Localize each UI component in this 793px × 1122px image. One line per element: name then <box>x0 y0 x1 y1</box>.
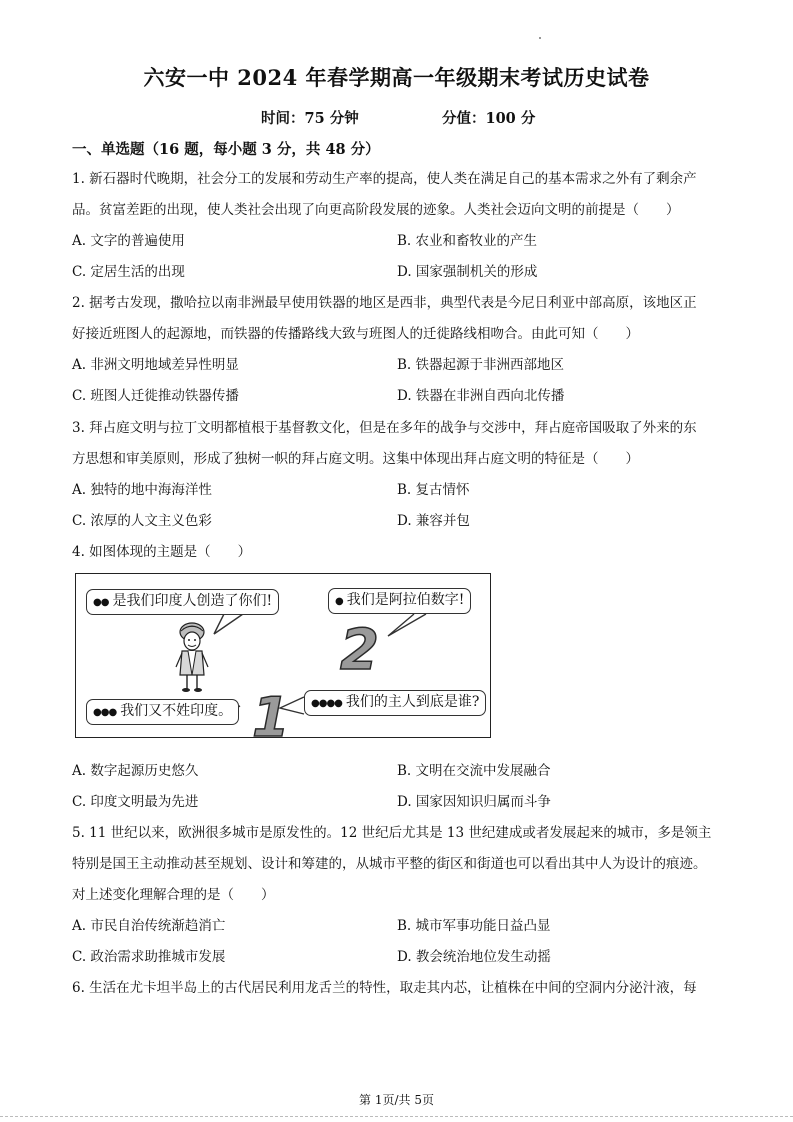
dots-four-icon: ●●●● <box>311 698 342 709</box>
dots-two-icon: ●● <box>93 597 109 608</box>
speech-bubble-one <box>86 699 239 725</box>
question-1-option-d: D. 国家强制机关的形成 <box>397 264 538 280</box>
question-3-option-d: D. 兼容并包 <box>397 513 470 529</box>
scan-dot <box>539 37 541 39</box>
page-number: 第 1页/共 5页 <box>359 1093 434 1107</box>
question-5-option-c: C. 政治需求助推城市发展 <box>72 949 226 965</box>
question-4-option-c: C. 印度文明最为先进 <box>72 794 199 810</box>
question-2-option-d: D. 铁器在非洲自西向北传播 <box>397 388 565 404</box>
question-1-option-c: C. 定居生活的出现 <box>72 264 185 280</box>
dots-one-icon: ● <box>335 596 343 607</box>
section-heading: 一、单选题（16 题，每小题 3 分，共 48 分） <box>72 141 380 158</box>
question-3-option-b: B. 复古情怀 <box>397 482 470 498</box>
speech-bubble-master <box>304 690 486 716</box>
question-3-option-a: A. 独特的地中海海洋性 <box>72 482 212 498</box>
numeral-two: 2 <box>340 618 379 683</box>
question-2-option-a: A. 非洲文明地域差异性明显 <box>72 357 239 373</box>
question-2-line-2: 好接近班图人的起源地，而铁器的传播路线大致与班图人的迁徙路线相吻合。由此可知（ ） <box>72 326 639 342</box>
question-1-line-1: 1. 新石器时代晚期，社会分工的发展和劳动生产率的提高，使人类在满足自己的基本需求之外有了剩余产 <box>72 171 697 187</box>
question-4-option-b: B. 文明在交流中发展融合 <box>397 763 551 779</box>
question-2-option-c: C. 班图人迁徙推动铁器传播 <box>72 388 239 404</box>
question-5-line-1: 5. 11 世纪以来，欧洲很多城市是原发性的。12 世纪后尤其是 13 世纪建成或者发展起来的城市，多是领主 <box>72 825 712 841</box>
page-title: 六安一中 2024 年春学期高一年级期末考试历史试卷 <box>143 65 650 90</box>
dots-three-icon: ●●● <box>93 707 117 718</box>
question-3-line-2: 方思想和审美原则，形成了独树一帜的拜占庭文明。这集中体现出拜占庭文明的特征是（ ） <box>72 451 639 467</box>
bubble-text-indian: 是我们印度人创造了你们! <box>112 593 273 609</box>
bubble-text-one: 我们又不姓印度。 <box>120 703 233 719</box>
question-2-line-1: 2. 据考古发现，撒哈拉以南非洲最早使用铁器的地区是西非，典型代表是今尼日利亚中部高原，该地区正 <box>72 295 697 311</box>
bubble-text-master: 我们的主人到底是谁? <box>345 694 480 710</box>
question-5-option-a: A. 市民自治传统渐趋消亡 <box>72 918 226 934</box>
exam-time: 时间：75 分钟 <box>261 110 359 127</box>
cartoon-figure <box>75 573 491 749</box>
bottom-divider <box>0 1116 793 1117</box>
question-2-option-b: B. 铁器起源于非洲西部地区 <box>397 357 565 373</box>
question-5-option-b: B. 城市军事功能日益凸显 <box>397 918 551 934</box>
question-1-line-2: 品。贫富差距的出现，使人类社会出现了向更高阶段发展的迹象。人类社会迈向文明的前提是（ ） <box>72 202 680 218</box>
question-3-option-c: C. 浓厚的人文主义色彩 <box>72 513 212 529</box>
question-1-option-b: B. 农业和畜牧业的产生 <box>397 233 538 249</box>
question-1-option-a: A. 文字的普遍使用 <box>72 233 185 249</box>
speech-bubble-indian <box>86 589 279 615</box>
question-6-line-1: 6. 生活在尤卡坦半岛上的古代居民利用龙舌兰的特性，取走其内芯，让植株在中间的空洞内分泌汁液，每 <box>72 980 697 996</box>
exam-score: 分值：100 分 <box>442 110 536 127</box>
bubble-text-arabic: 我们是阿拉伯数字! <box>346 592 465 608</box>
question-4-option-d: D. 国家因知识归属而斗争 <box>397 794 551 810</box>
question-3-line-1: 3. 拜占庭文明与拉丁文明都植根于基督教文化，但是在多年的战争与交涉中，拜占庭帝国吸取了外来的东 <box>72 420 697 436</box>
numeral-one: 1 <box>252 686 290 749</box>
question-5-line-3: 对上述变化理解合理的是（ ） <box>72 887 275 903</box>
question-5-option-d: D. 教会统治地位发生动摇 <box>397 949 551 965</box>
question-4-option-a: A. 数字起源历史悠久 <box>72 763 199 779</box>
indian-person-icon <box>168 619 216 694</box>
question-4-line-1: 4. 如图体现的主题是（ ） <box>72 544 252 560</box>
speech-bubble-arabic <box>328 588 471 614</box>
question-5-line-2: 特别是国王主动推动甚至规划、设计和筹建的，从城市平整的街区和街道也可以看出其中人为设计的痕迹。 <box>72 856 707 872</box>
